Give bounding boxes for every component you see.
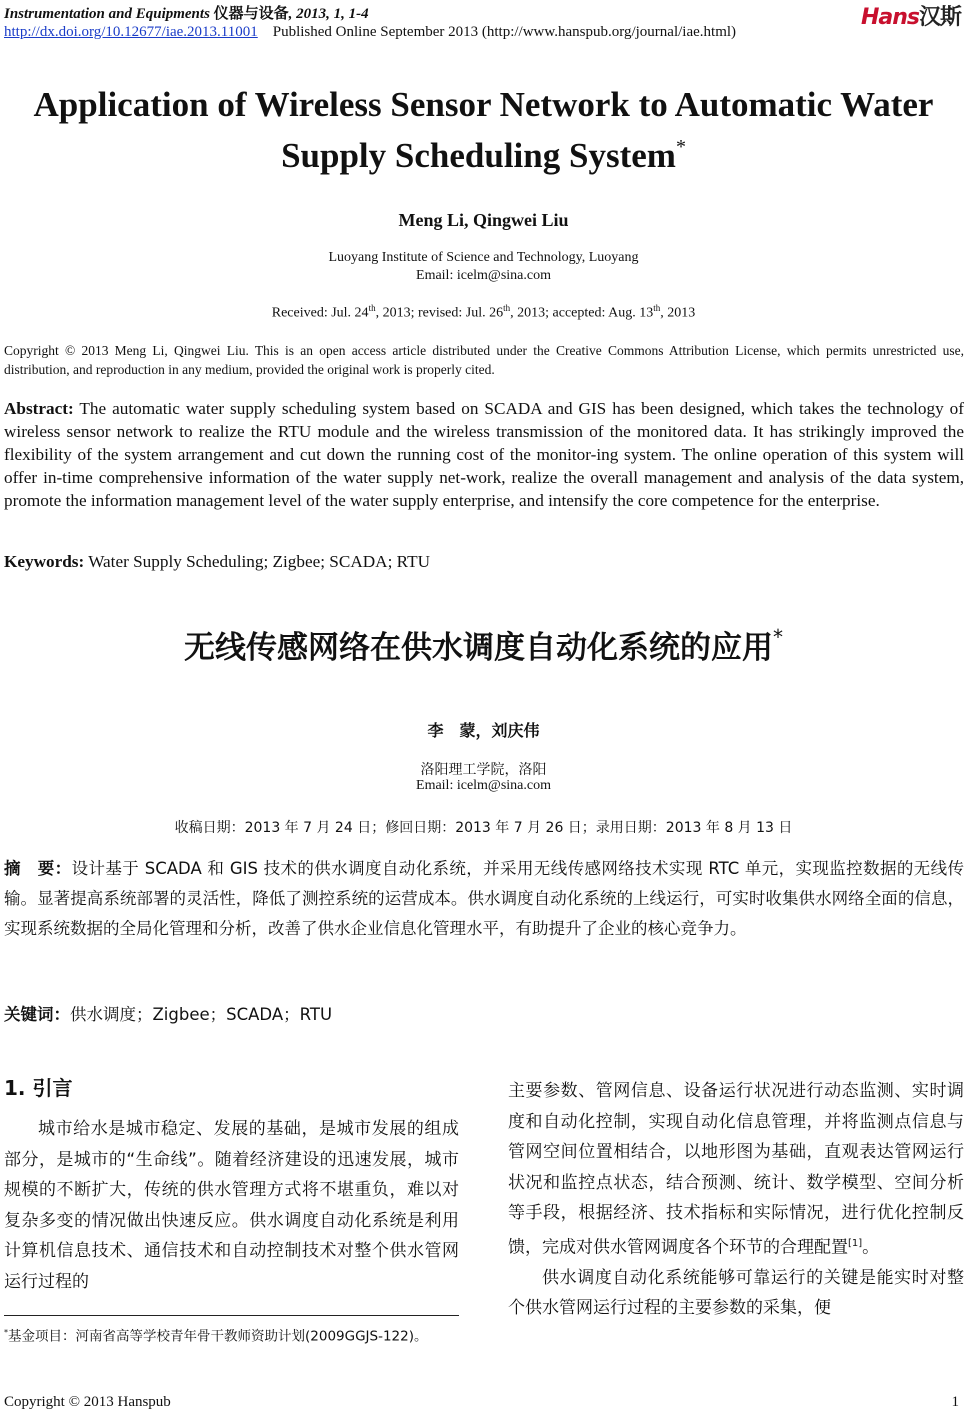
left-column — [4, 1072, 459, 1297]
right-column — [508, 1076, 964, 1324]
dates-cn: 收稿日期：2013 年 7 月 24 日；修回日期：2013 年 7 月 26 日；录用日期：2013 年 8 月 13 日 — [174, 820, 793, 836]
ordinal-suffix: th — [503, 303, 511, 313]
title-cn-text: 无线传感网络在供水调度自动化系统的应用 — [184, 630, 773, 666]
date-year: , 2013 — [660, 305, 696, 321]
abstract-cn-text: 设计基于 SCADA 和 GIS 技术的供水调度自动化系统，并采用无线传感网络技术实现 RTC 单元，实现监控数据的无线传输。显著提高系统部署的灵活性，降低了测控系统的运营成本。供水调度自动化系统的上线运行，可实时收集供水网络全面的信息，实现系统数据的全局化管理和分析，改善了供水企业信息化管理水平，有助提升了企业的核心竞争力。 — [4, 859, 965, 938]
date-received: Received: Jul. 24 — [271, 305, 369, 321]
journal-name-en: Instrumentation and Equipments — [4, 6, 210, 22]
email-cn: Email: icelm@sina.com — [416, 778, 551, 793]
abstract-label: Abstract: — [4, 399, 74, 418]
abstract-cn — [4, 854, 964, 944]
publisher-logo — [861, 0, 961, 31]
intro-continued-text: 主要参数、管网信息、设备运行状况进行动态监测、实时调度和自动化控制，实现自动化信息管理，并将监测点信息与管网空间位置相结合，以地形图为基础，直观表达管网运行状况和监控点状态，结合预测、统计、数学模型、空间分析等手段，根据经济、技术指标和实际情况，进行优化控制反馈，完成对供水管网调度各个环节的合理配置 — [508, 1081, 964, 1258]
abstract-text: The automatic water supply scheduling system based on SCADA and GIS has been designed, which takes the technology of wireless sensor network to realize the RTU module and the wireless transmission of the monitored data. It has strikingly improved the flexibility of the system arrangement and cut down the running cost of the monitor-ing system. The online operation of this system will offer in-time comprehensive information of the water supply net-work, realize the overall management and analysis of the data system, promote the information management level of the water supply enterprise, and intensify the core competence for the enterprise. — [4, 399, 964, 510]
published-online: Published Online September 2013 (http://www.hanspub.org/journal/iae.html) — [272, 24, 737, 40]
intro-continued-end: 。 — [862, 1237, 880, 1258]
logo-text-en: Hans — [860, 5, 919, 30]
affiliation-cn: 洛阳理工学院，洛阳 — [420, 762, 547, 778]
footnote-text: 基金项目：河南省高等学校青年骨干教师资助计划(2009GGJS-122)。 — [8, 1328, 428, 1345]
journal-header — [4, 2, 369, 23]
keywords-cn-label: 关键词： — [4, 1005, 70, 1024]
keywords-text: Water Supply Scheduling; Zigbee; SCADA; RTU — [88, 552, 430, 571]
journal-issue: , 2013, 1, 1-4 — [288, 6, 369, 22]
footer-copyright: Copyright © 2013 Hanspub — [4, 1394, 171, 1410]
citation-ref[interactable]: [1] — [848, 1237, 863, 1249]
title-line-1: Application of Wireless Sensor Network to Automatic Water — [33, 85, 934, 124]
authors-cn: 李 蒙，刘庆伟 — [427, 721, 540, 740]
title-cn-footnote-mark: * — [773, 625, 783, 649]
section-heading: 1. 引言 — [4, 1076, 73, 1100]
date-accepted: , 2013; accepted: Aug. 13 — [510, 305, 654, 321]
second-paragraph: 供水调度自动化系统能够可靠运行的关键是能实时对整个供水管网运行过程的主要参数的采集，便 — [508, 1267, 964, 1319]
ordinal-suffix: th — [653, 303, 661, 313]
title-footnote-mark: * — [675, 136, 686, 158]
keywords-label: Keywords: — [4, 552, 85, 571]
keywords-en — [4, 552, 964, 572]
intro-paragraph-continued — [508, 1076, 964, 1263]
funding-footnote — [4, 1323, 459, 1347]
intro-paragraph: 城市给水是城市稳定、发展的基础，是城市发展的组成部分，是城市的“生命线”。随着经济建设的迅速发展，城市规模的不断扩大，传统的供水管理方式将不堪重负，难以对复杂多变的情况做出快速反应。供水调度自动化系统是利用计算机信息技术、通信技术和自动控制技术对整个供水管网运行过程的 — [4, 1119, 459, 1292]
affiliation-en: Luoyang Institute of Science and Technology, Luoyang — [328, 250, 639, 265]
dates-en — [0, 303, 967, 322]
ordinal-suffix: th — [368, 303, 376, 313]
email-en: Email: icelm@sina.com — [416, 268, 551, 283]
title-line-2: Supply Scheduling System — [281, 136, 676, 175]
footnote-divider — [4, 1315, 459, 1316]
abstract-cn-label: 摘 要： — [4, 859, 72, 878]
paper-title-en — [0, 84, 967, 177]
journal-name-cn: 仪器与设备 — [213, 6, 289, 22]
date-revised: , 2013; revised: Jul. 26 — [375, 305, 504, 321]
page-number: 1 — [951, 1394, 959, 1410]
paper-title-cn — [0, 622, 967, 667]
keywords-cn — [4, 1001, 964, 1025]
keywords-cn-text: 供水调度；Zigbee；SCADA；RTU — [70, 1005, 333, 1024]
doi-link[interactable]: http://dx.doi.org/10.12677/iae.2013.11001 — [4, 24, 258, 40]
authors-en: Meng Li, Qingwei Liu — [398, 210, 569, 230]
copyright-notice: Copyright © 2013 Meng Li, Qingwei Liu. This is an open access article distributed under the Creative Commons Attribution License, which permits unrestricted use, distribution, and reproduction in any medium, provided the original work is properly cited. — [4, 343, 964, 377]
logo-text-cn: 汉斯 — [918, 5, 961, 30]
abstract-en — [4, 397, 964, 512]
doi-line — [4, 24, 736, 41]
footnote-mark: * — [4, 1328, 8, 1337]
